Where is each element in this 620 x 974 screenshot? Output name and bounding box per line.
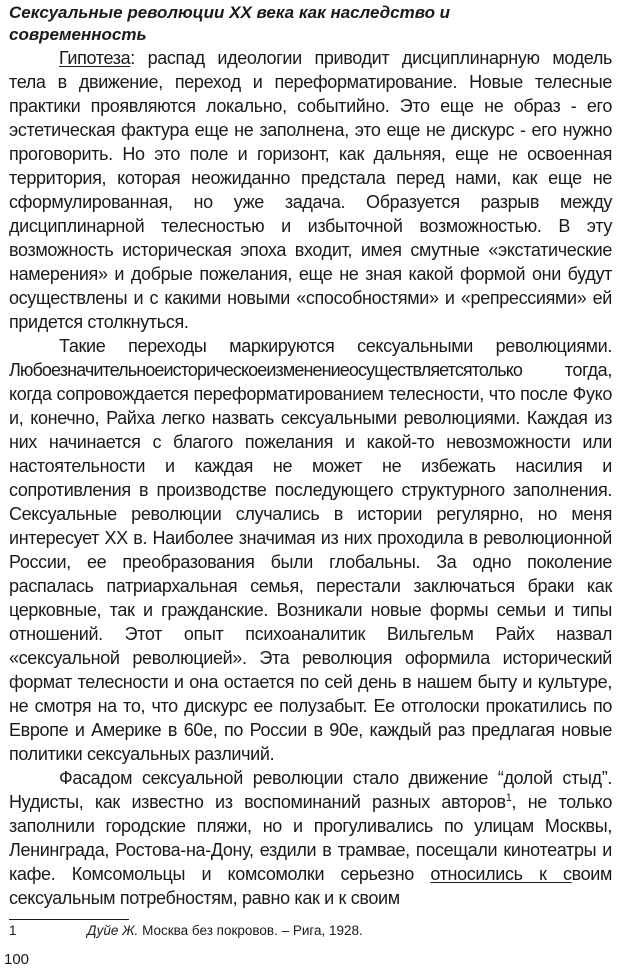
- paragraph-nudism: [9, 766, 612, 910]
- footnote-reference: 1: [505, 792, 512, 804]
- page-number: 100: [4, 951, 30, 968]
- footnote: [9, 922, 363, 940]
- paragraph-nudism-continued: , не только заполнили городские пляжи, но и прогуливались по улицам Москвы, Ленинграда, Ростова-на-Дону, ездили в трамвае, посещали кинотеатры и кафе. Комсомольцы и комсомолки серьезно: [9, 792, 612, 884]
- footnote-number: 1: [9, 923, 17, 938]
- section-heading: Сексуальные революции XX века как наследство и современность: [9, 3, 451, 44]
- paragraph-nudism-end: воим сексуальным потребностям, равно как и к своим: [9, 864, 613, 908]
- footnote-author: Дуйе Ж.: [87, 923, 139, 938]
- hypothesis-label: Гипотеза: [59, 48, 131, 68]
- paragraph-revolutions-line2: Любоезначительноеисторическоеизменениеосуществляетсятолько: [9, 360, 522, 380]
- underlined-fragment: относились к с: [430, 864, 572, 884]
- paragraph-revolutions: [9, 334, 612, 766]
- paragraph-revolutions-text: тогда, когда сопровождается переформатированием телесности, что после Фуко и, конечно, Райха легко назвать сексуальными революциями. Каждая из них начинается с благого пожелания и какой-то невозможности или настоятельности и каждая не может не избежать насилия и сопротивления в производстве последующего структурного заполнения. Сексуальные революции случались в истории регулярно, но меня интересует XX в. Наиболее значимая из них проходила в революционной России, ее преобразования были глобальны. За одно поколение распалась патриархальная семья, перестали заключаться браки как церковные, так и гражданские. Возникали новые формы семьи и типы отношений. Этот опыт психоаналитик Вильгельм Райх назвал «сексуальной революцией». Эта революция оформила исторический формат телесности и она остается по сей день в нашем быту и культуре, не смотря на то, что дискурс ее полузабыт. Ее отголоски прокатились по Европе и Америке в 60е, по России в 90е, каждый раз предлагая новые политики сексуальных различий.: [9, 360, 612, 764]
- footnote-divider: [9, 919, 129, 920]
- paragraph-revolutions-line1: Такие переходы маркируются сексуальными революциями.: [59, 336, 612, 356]
- paragraph-hypothesis-text: : распад идеологии приводит дисциплинарную модель тела в движение, переход и переформатирование. Новые телесные практики проявляются локально, событийно. Это еще не образ - его эстетическая фактура еще не заполнена, это еще не дискурс - его нужно проговорить. Но это поле и горизонт, как дальняя, еще не освоенная территория, которая неожиданно предстала перед нами, как еще не сформулированная, но уже задача. Образуется разрыв между дисциплинарной телесностью и избыточной возможностью. В эту возможность историческая эпоха входит, имея смутные «экстатические намерения» и добрые пожелания, еще не зная какой формой они будут осуществлены и с какими новыми «способностями» и «репрессиями» ей придется столкнуться.: [9, 48, 612, 332]
- footnote-text: Москва без покровов. – Рига, 1928.: [138, 923, 363, 938]
- paragraph-nudism-text: Фасадом сексуальной революции стало движение “долой стыд”. Нудисты, как известно из воспоминаний разных авторов: [9, 768, 612, 812]
- paragraph-hypothesis: [9, 46, 612, 334]
